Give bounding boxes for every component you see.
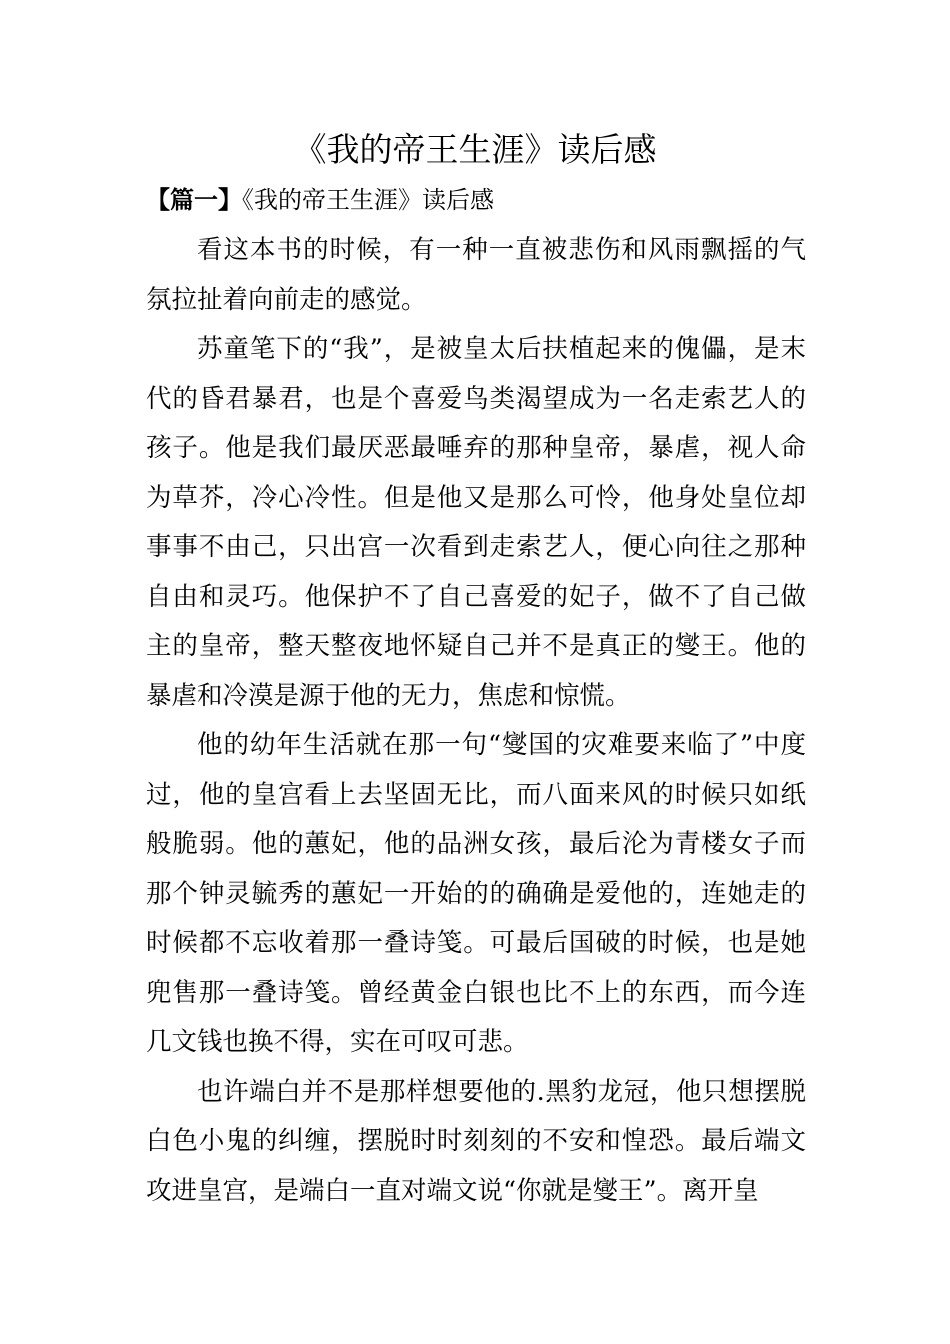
body-text xyxy=(146,226,806,1216)
document-title: 《我的帝王生涯》读后感 xyxy=(293,130,657,169)
paragraph-3: 他的幼年生活就在那一句“燮国的灾难要来临了”中度过，他的皇宫看上去坚固无比，而八面来风的时候只如纸般脆弱。他的蕙妃，他的品洲女孩，最后沦为青楼女子而那个钟灵毓秀的蕙妃一开始的的确确是爱他的，连她走的时候都不忘收着那一叠诗笺。可最后国破的时候，也是她兜售那一叠诗笺。曾经黄金白银也比不上的东西，而今连几文钱也换不得，实在可叹可悲。 xyxy=(146,730,806,1057)
paragraph-1: 看这本书的时候，有一种一直被悲伤和风雨飘摇的气氛拉扯着向前走的感觉。 xyxy=(146,235,806,315)
paragraph-2: 苏童笔下的“我”，是被皇太后扶植起来的傀儡，是末代的昏君暴君，也是个喜爱鸟类渴望成为一名走索艺人的孩子。他是我们最厌恶最唾弃的那种皇帝，暴虐，视人命为草芥，冷心冷性。但是他又是那么可怜，他身处皇位却事事不由己，只出宫一次看到走索艺人，便心向往之那种自由和灵巧。他保护不了自己喜爱的妃子，做不了自己做主的皇帝，整天整夜地怀疑自己并不是真正的燮王。他的暴虐和冷漠是源于他的无力，焦虑和惊慌。 xyxy=(146,334,806,711)
section-marker: 【篇一】 xyxy=(146,185,242,214)
section-heading xyxy=(146,180,826,220)
section-title: 《我的帝王生涯》读后感 xyxy=(242,186,494,214)
paragraph-4: 也许端白并不是那样想要他的.黑豹龙冠，他只想摆脱白色小鬼的纠缠，摆脱时时刻刻的不安和惶恐。最后端文攻进皇宫，是端白一直对端文说“你就是燮王”。离开皇 xyxy=(146,1076,806,1206)
